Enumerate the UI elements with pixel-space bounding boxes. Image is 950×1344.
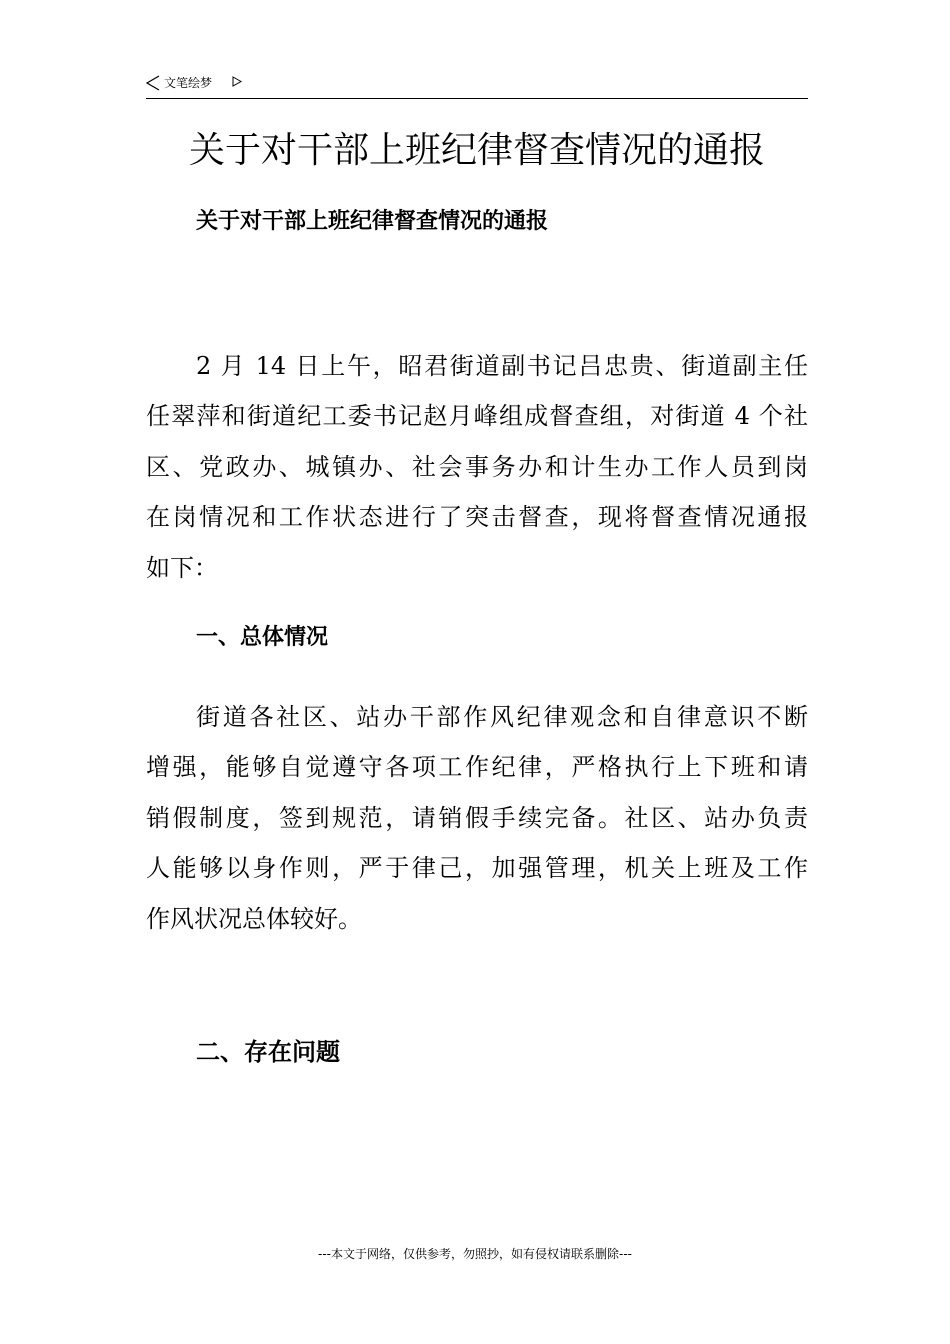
paragraph-line: 人能够以身作则，严于律己，加强管理，机关上班及工作	[146, 854, 808, 883]
paragraph-line: 增强，能够自觉遵守各项工作纪律，严格执行上下班和请	[146, 753, 808, 782]
page-footer: ---本文于网络，仅供参考，勿照抄，如有侵权请联系删除---	[318, 1247, 632, 1261]
paragraph-line: 在岗情况和工作状态进行了突击督查，现将督查情况通报	[146, 503, 808, 532]
document-subtitle: 关于对干部上班纪律督查情况的通报	[196, 209, 549, 234]
paragraph-line: 区、党政办、城镇办、社会事务办和计生办工作人员到岗	[146, 452, 808, 481]
paragraph-line: 任翠萍和街道纪工委书记赵月峰组成督查组，对街道 4 个社	[146, 402, 808, 431]
document-title: 关于对干部上班纪律督查情况的通报	[188, 130, 765, 171]
header-label: 文笔绘梦	[164, 76, 213, 90]
section-heading-problems: 二、存在问题	[196, 1037, 340, 1066]
page-header	[146, 72, 808, 99]
right-triangle-icon	[232, 76, 242, 87]
paragraph-intro	[146, 341, 808, 593]
paragraph-line: 街道各社区、站办干部作风纪律观念和自律意识不断	[196, 703, 808, 731]
paragraph-line: 作风状况总体较好。	[146, 904, 362, 933]
paragraph-line: 2 月 14 日上午，昭君街道副书记吕忠贵、街道副主任	[196, 352, 808, 380]
section-heading-overall: 一、总体情况	[196, 625, 329, 650]
left-triangle-icon	[146, 75, 160, 91]
paragraph-line: 如下：	[146, 553, 218, 582]
paragraph-line: 销假制度，签到规范，请销假手续完备。社区、站办负责	[146, 803, 808, 832]
paragraph-overall	[146, 692, 808, 944]
